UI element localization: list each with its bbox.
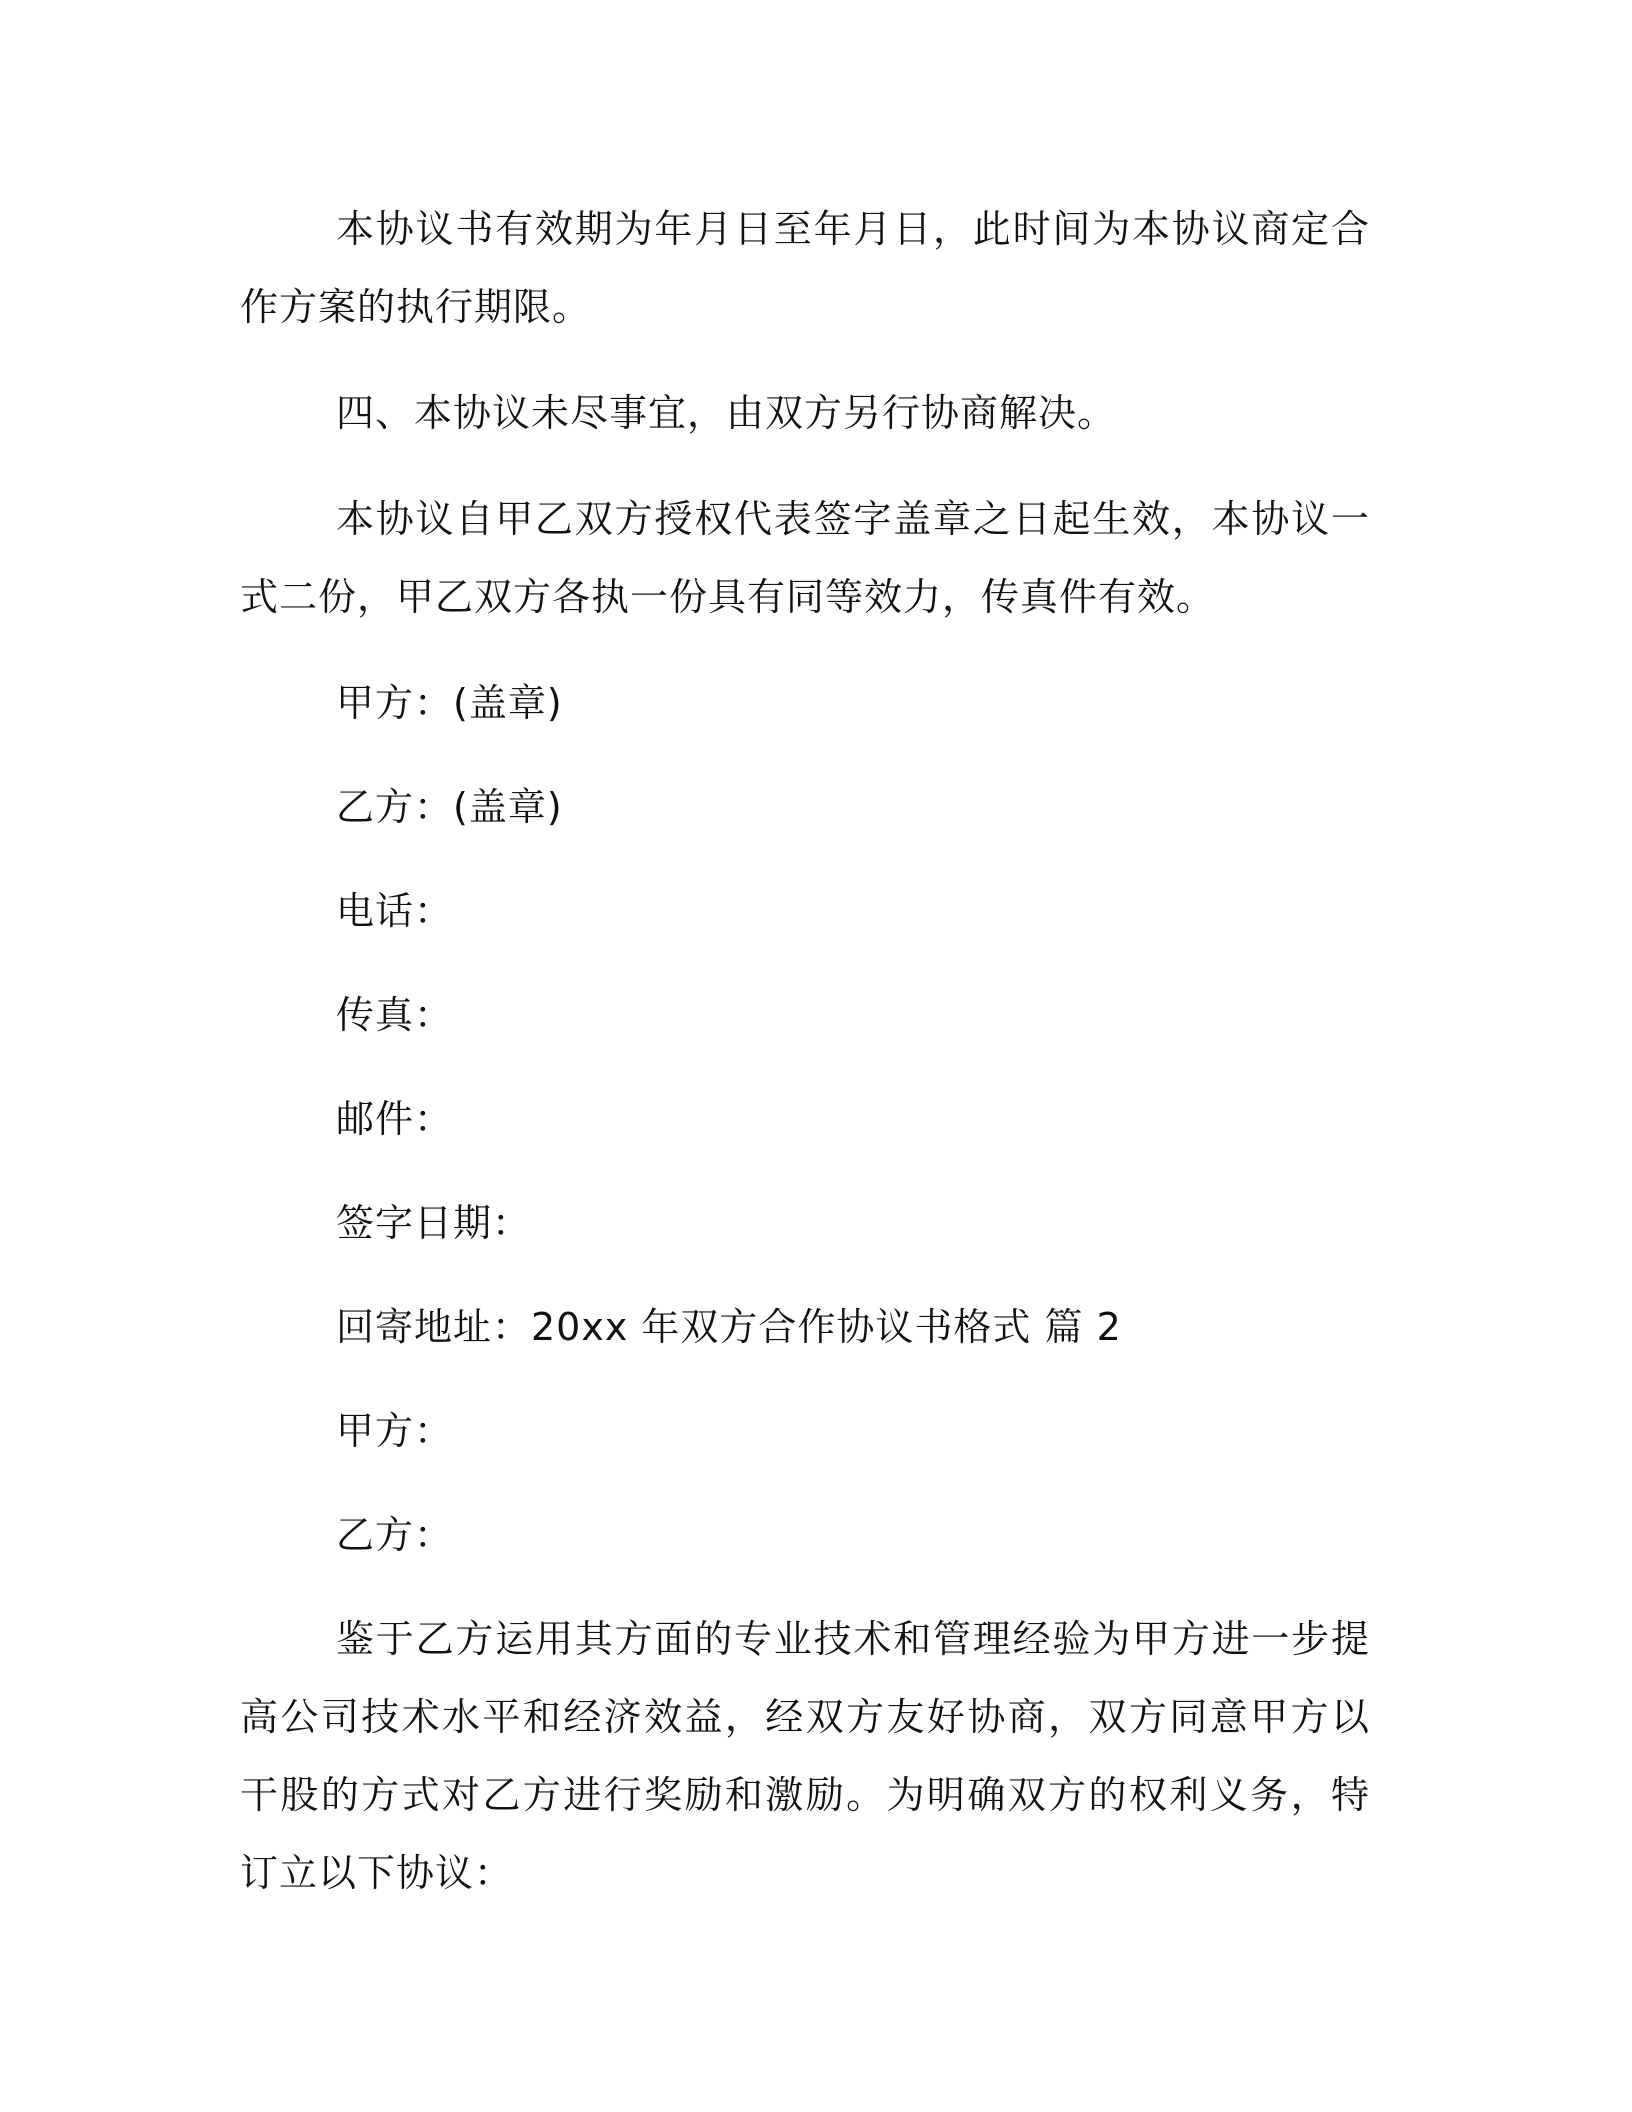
party-b-seal-field: 乙方：(盖章) <box>336 785 563 829</box>
effect-paragraph: 本协议自甲乙双方授权代表签字盖章之日起生效，本协议一式二份，甲乙双方各执一份具有同等效力，传真件有效。 <box>240 497 1370 619</box>
return-address-field: 回寄地址：20xx 年双方合作协议书格式 篇 2 <box>336 1305 1122 1349</box>
signing-date-field: 签字日期： <box>336 1201 532 1245</box>
phone-field: 电话： <box>336 889 454 933</box>
party-b-field: 乙方： <box>336 1513 454 1557</box>
fax-field: 传真： <box>336 993 454 1037</box>
clause-four-paragraph: 四、本协议未尽事宜，由双方另行协商解决。 <box>336 391 1117 435</box>
recital-paragraph: 鉴于乙方运用其方面的专业技术和管理经验为甲方进一步提高公司技术水平和经济效益，经双方友好协商，双方同意甲方以干股的方式对乙方进行奖励和激励。为明确双方的权利义务，特订立以下协议： <box>240 1617 1370 1895</box>
validity-paragraph: 本协议书有效期为年月日至年月日，此时间为本协议商定合作方案的执行期限。 <box>240 207 1370 329</box>
party-a-seal-field: 甲方：(盖章) <box>336 681 563 725</box>
email-field: 邮件： <box>336 1097 454 1141</box>
document-body <box>240 190 1370 1940</box>
party-a-field: 甲方： <box>336 1409 454 1453</box>
